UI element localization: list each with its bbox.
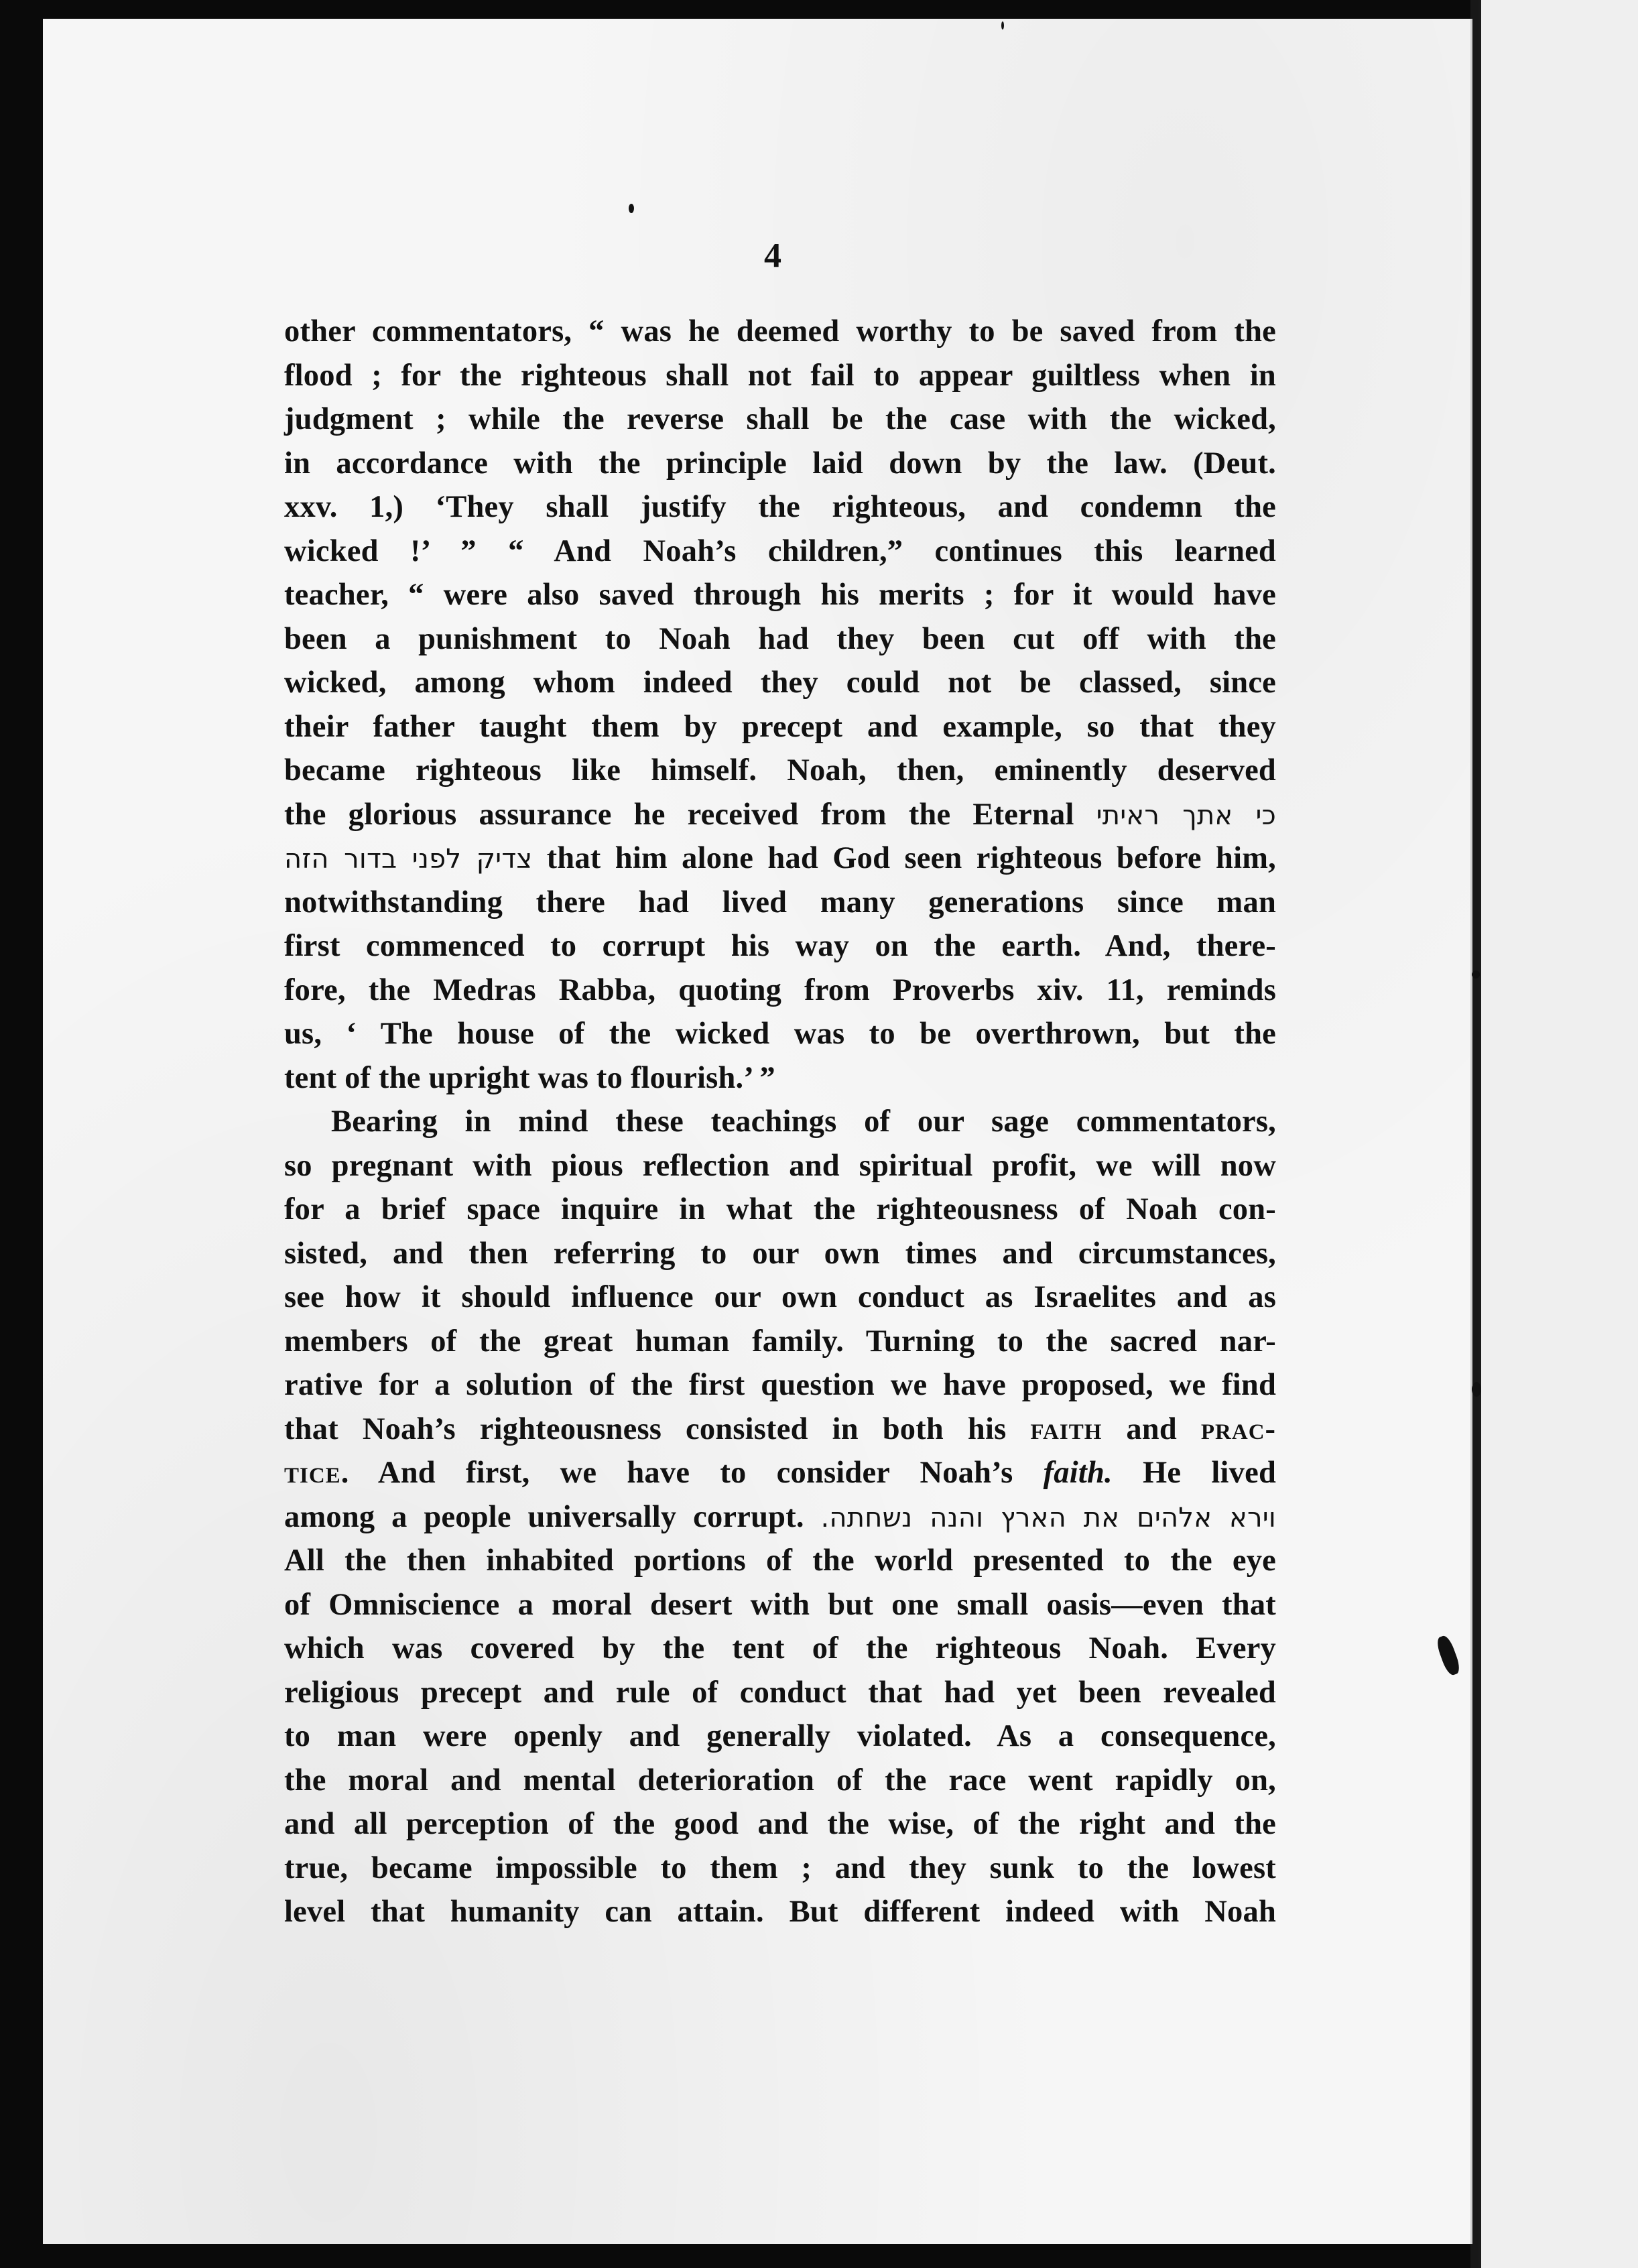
practice-smallcaps-end: tice.	[284, 1456, 350, 1490]
hebrew-phrase: וירא אלהים את הארץ והנה נשחתה.	[820, 1502, 1277, 1533]
ink-speck	[1472, 970, 1480, 979]
practice-smallcaps: prac-	[1200, 1411, 1277, 1446]
text-line: teacher, “ were also saved through his merits ; for it would have	[284, 578, 1276, 612]
text-line: to man were openly and generally violated. As a consequence,	[284, 1719, 1276, 1753]
text-line: All the then inhabited portions of the world presented to the eye	[284, 1544, 1276, 1578]
text-line: religious precept and rule of conduct that had yet been revealed	[284, 1675, 1276, 1710]
page-number: 4	[764, 237, 781, 275]
ink-speck	[629, 204, 634, 213]
text-line: flood ; for the righteous shall not fail to appear guiltless when in	[284, 358, 1276, 393]
text-segment: And first, we have to consider Noah’s	[377, 1456, 1013, 1490]
text-segment: among a people universally corrupt.	[284, 1499, 804, 1534]
text-segment: the glorious assurance he received from the Eternal	[284, 797, 1074, 832]
text-segment: He lived	[1143, 1456, 1277, 1490]
text-segment: that Noah’s righteousness consisted in both his	[284, 1411, 1007, 1446]
text-line: level that humanity can attain. But different indeed with Noah	[284, 1895, 1276, 1929]
text-line: see how it should influence our own conduct as Israelites and as	[284, 1280, 1276, 1314]
ink-speck	[1001, 21, 1004, 29]
text-line: notwithstanding there had lived many generations since man	[284, 885, 1276, 920]
text-line: so pregnant with pious reflection and spiritual profit, we will now	[284, 1148, 1276, 1183]
text-line: been a punishment to Noah had they been cut off with the	[284, 621, 1276, 656]
text-line: other commentators, “ was he deemed worthy to be saved from the	[284, 314, 1276, 349]
hebrew-phrase: כי אתך ראיתי	[1096, 800, 1277, 831]
text-line: the moral and mental deterioration of the race went rapidly on,	[284, 1763, 1276, 1798]
text-line: Bearing in mind these teachings of our sage commentators,	[331, 1105, 1276, 1139]
text-line	[284, 836, 1276, 881]
text-line: in accordance with the principle laid down by the law. (Deut.	[284, 446, 1276, 481]
faith-italic: faith.	[1043, 1456, 1113, 1490]
body-text	[284, 310, 1276, 1934]
text-line	[284, 1495, 1276, 1539]
text-line	[284, 1451, 1276, 1495]
text-line: for a brief space inquire in what the righteousness of Noah con-	[284, 1192, 1276, 1226]
text-line: xxv. 1,) ‘They shall justify the righteous, and condemn the	[284, 490, 1276, 524]
text-segment: and	[1126, 1411, 1177, 1446]
text-line: sisted, and then referring to our own times and circumstances,	[284, 1236, 1276, 1271]
text-line: rative for a solution of the first question we have proposed, we find	[284, 1368, 1276, 1402]
text-line: their father taught them by precept and example, so that they	[284, 709, 1276, 744]
text-line: of Omniscience a moral desert with but one small oasis—even that	[284, 1587, 1276, 1622]
text-line: tent of the upright was to flourish.’ ”	[284, 1060, 775, 1095]
adjacent-page-edge	[1478, 0, 1638, 2268]
hebrew-phrase: צדיק לפני בדור הזה	[284, 844, 533, 875]
text-segment: that him alone had God seen righteous before him,	[546, 841, 1276, 875]
text-line: first commenced to corrupt his way on the earth. And, there-	[284, 929, 1276, 963]
text-line: us, ‘ The house of the wicked was to be overthrown, but the	[284, 1017, 1276, 1051]
text-line: which was covered by the tent of the righteous Noah. Every	[284, 1631, 1276, 1665]
text-line: true, became impossible to them ; and they sunk to the lowest	[284, 1850, 1276, 1885]
text-line: judgment ; while the reverse shall be the case with the wicked,	[284, 402, 1276, 436]
ink-speck	[1472, 1382, 1481, 1397]
faith-smallcaps: faith	[1030, 1411, 1102, 1446]
text-line: members of the great human family. Turning to the sacred nar-	[284, 1324, 1276, 1359]
text-line	[284, 1407, 1276, 1452]
text-line	[284, 793, 1276, 837]
text-line: wicked !’ ” “ And Noah’s children,” continues this learned	[284, 533, 1276, 568]
text-line: fore, the Medras Rabba, quoting from Proverbs xiv. 11, reminds	[284, 972, 1276, 1007]
text-line: and all perception of the good and the wise, of the right and the	[284, 1807, 1276, 1841]
text-line: became righteous like himself. Noah, then, eminently deserved	[284, 753, 1276, 788]
text-line: wicked, among whom indeed they could not be classed, since	[284, 666, 1276, 700]
